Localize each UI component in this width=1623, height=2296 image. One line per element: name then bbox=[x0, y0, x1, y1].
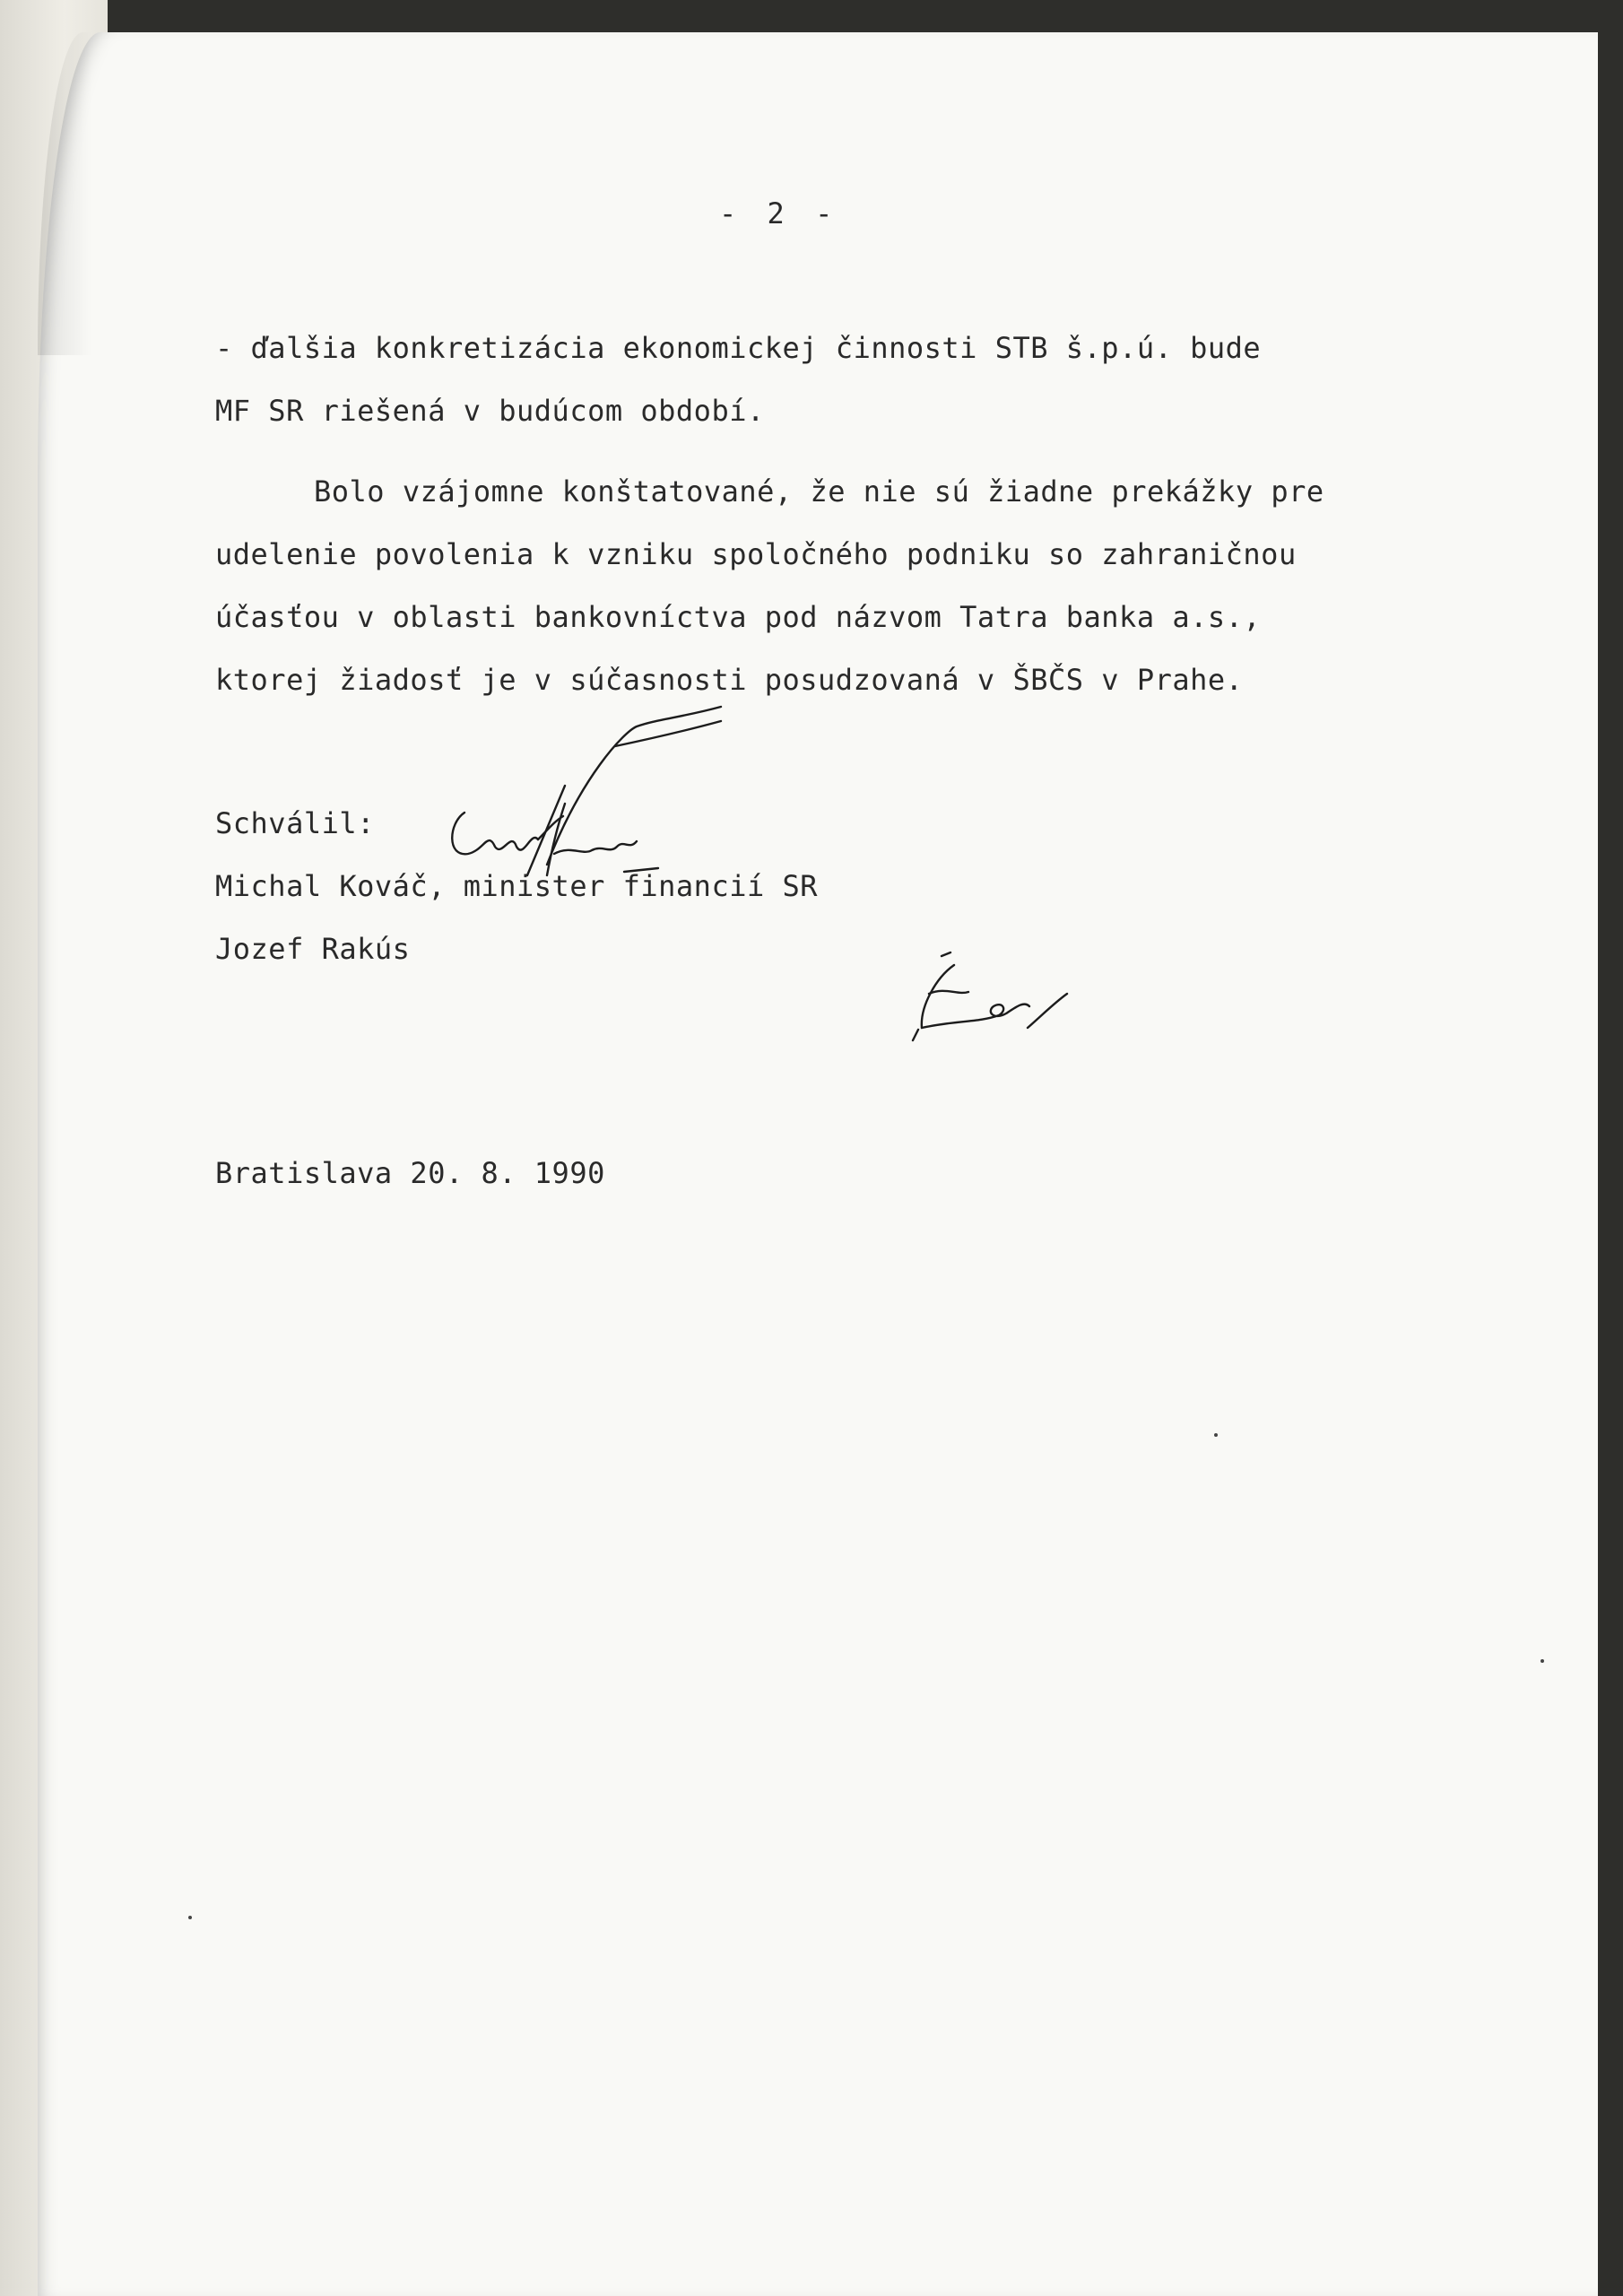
handwritten-signature-rakus bbox=[868, 929, 1137, 1064]
document-page bbox=[38, 32, 1598, 2296]
paragraph-1-line-1: - ďalšia konkretizácia ekonomickej činnosti STB š.p.ú. bude bbox=[215, 331, 1262, 365]
scan-speck bbox=[1214, 1433, 1218, 1437]
signatory-1: Michal Kováč, minister financií SR bbox=[215, 869, 819, 903]
approval-label: Schválil: bbox=[215, 806, 375, 840]
paragraph-2-line-3: účasťou v oblasti bankovníctva pod názvom Tatra banka a.s., bbox=[215, 600, 1262, 634]
paragraph-2-line-4: ktorej žiadosť je v súčasnosti posudzovaná v ŠBČS v Prahe. bbox=[215, 663, 1244, 697]
place-and-date: Bratislava 20. 8. 1990 bbox=[215, 1156, 605, 1190]
paragraph-2-line-2: udelenie povolenia k vzniku spoločného podniku so zahraničnou bbox=[215, 537, 1297, 571]
handwritten-signature-kovac bbox=[412, 696, 807, 893]
paragraph-2-line-1: Bolo vzájomne konštatované, že nie sú žiadne prekážky pre bbox=[314, 474, 1324, 509]
paragraph-1-line-2: MF SR riešená v budúcom období. bbox=[215, 394, 765, 428]
scan-speck bbox=[188, 1916, 192, 1919]
page-number: - 2 - bbox=[719, 196, 833, 230]
signatory-2: Jozef Rakús bbox=[215, 932, 411, 966]
scan-speck bbox=[1541, 1659, 1544, 1663]
